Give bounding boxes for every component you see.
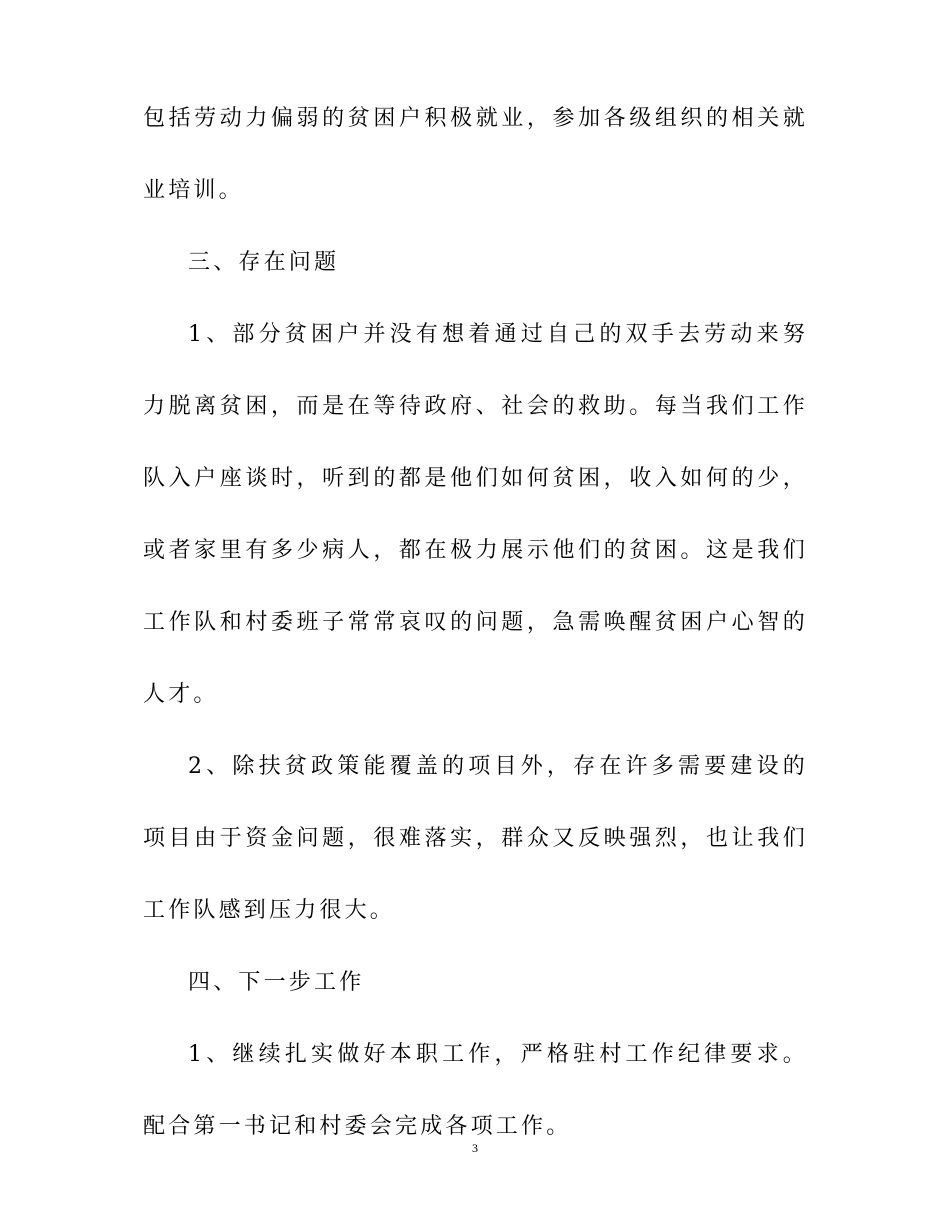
- paragraph-continuation: 包括劳动力偏弱的贫困户积极就业，参加各级组织的相关就业培训。: [143, 106, 808, 203]
- paragraph-next-step-1: 1、继续扎实做好本职工作，严格驻村工作纪律要求。配合第一书记和村委会完成各项工作。: [143, 1042, 808, 1139]
- paragraph-issue-2: 2、除扶贫政策能覆盖的项目外，存在许多需要建设的项目由于资金问题，很难落实，群众又反映强烈，也让我们工作队感到压力很大。: [143, 754, 808, 923]
- section-heading-next-steps: 四、下一步工作: [188, 970, 365, 995]
- paragraph-issue-1: 1、部分贫困户并没有想着通过自己的双手去劳动来努力脱离贫困，而是在等待政府、社会的救助。每当我们工作队入户座谈时，听到的都是他们如何贫困，收入如何的少，或者家里有多少病人，都在极力展示他们的贫困。这是我们工作队和村委班子常常哀叹的问题，急需唤醒贫困户心智的人才。: [143, 322, 808, 707]
- section-heading-issues: 三、存在问题: [188, 250, 340, 275]
- document-body: [143, 83, 808, 1163]
- page-number: 3: [472, 1141, 478, 1155]
